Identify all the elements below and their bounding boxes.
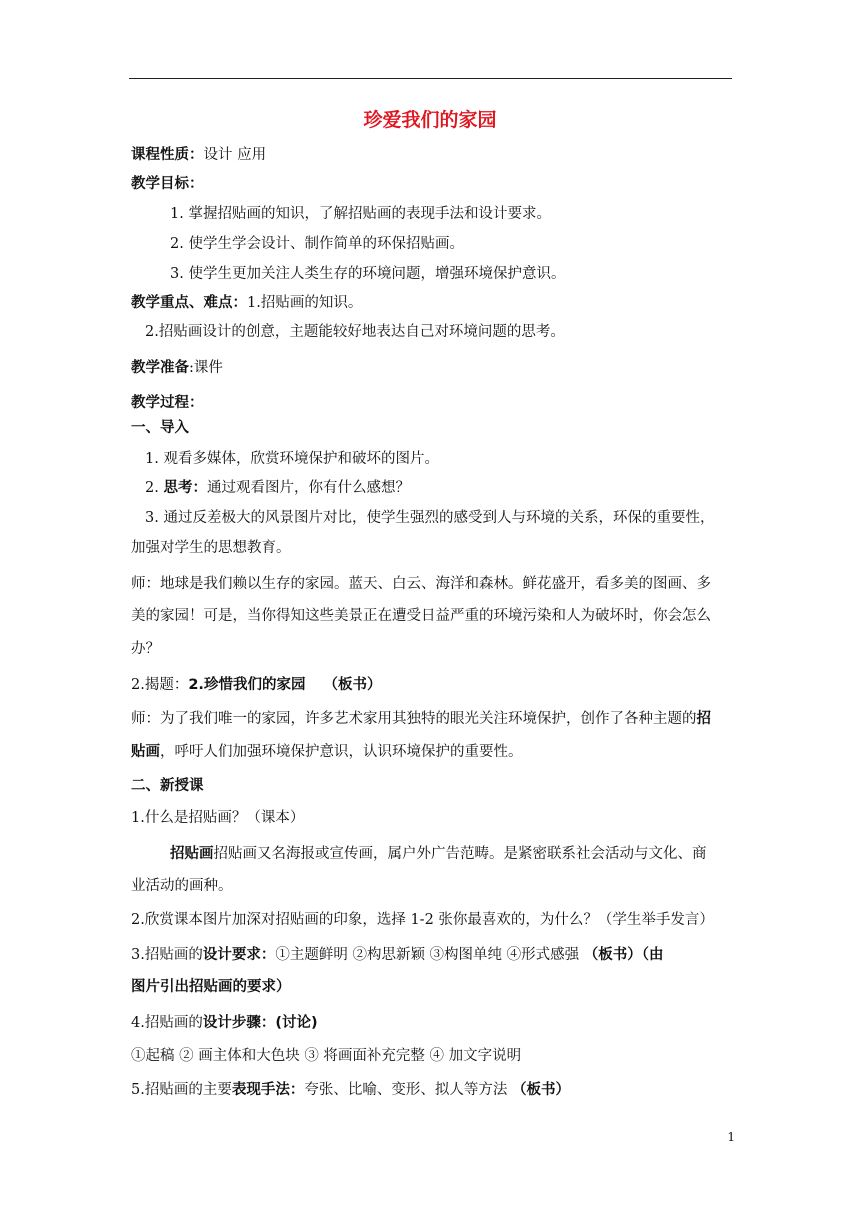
- goal-item-2: 2. 使学生学会设计、制作简单的环保招贴画。: [170, 236, 464, 252]
- key-points-label: 教学重点、难点：: [131, 295, 247, 311]
- page-title: 珍爱我们的家园: [363, 109, 497, 131]
- q5-label: 表现手法：: [231, 1082, 305, 1098]
- teacher-para-2a-text: 师：为了我们唯一的家园，许多艺术家用其独特的眼光关注环境保护，创作了各种主题的: [131, 711, 697, 727]
- teacher-para-2b-bold: 贴画: [131, 744, 160, 760]
- teacher-para-2b-text: ，呼吁人们加强环境保护意识，认识环境保护的重要性。: [160, 744, 523, 760]
- key-points-value: 1.招贴画的知识。: [247, 295, 363, 311]
- course-nature-value: 设计 应用: [203, 147, 267, 163]
- intro-item-2-text: 通过观看图片，你有什么感想？: [206, 480, 410, 496]
- teacher-para-2b: [131, 742, 523, 762]
- key-points: [131, 293, 362, 313]
- process-heading: 教学过程：: [131, 395, 204, 411]
- q4-prefix: 4.招贴画的: [131, 1015, 203, 1031]
- reveal-note: （板书）: [323, 677, 382, 693]
- newlesson-q4-items: ①起稿 ② 画主体和大色块 ③ 将画面补充完整 ④ 加文字说明: [131, 1048, 522, 1064]
- newlesson-definition: [170, 844, 707, 864]
- key-points-line2: 2.招贴画设计的创意，主题能较好地表达自己对环境问题的思考。: [145, 324, 565, 340]
- newlesson-q5: [131, 1080, 570, 1100]
- q4-note: (讨论): [275, 1015, 318, 1031]
- newlesson-heading: 二、新授课: [131, 778, 204, 794]
- preparation-label: 教学准备: [131, 360, 189, 376]
- q3-items: ①主题鲜明 ②构思新颖 ③构图单纯 ④形式感强: [275, 947, 584, 963]
- intro-item-1: 1. 观看多媒体，欣赏环境保护和破坏的图片。: [145, 451, 439, 467]
- teacher-para-2a: [131, 709, 711, 729]
- reveal-title: 2.珍惜我们的家园: [188, 677, 306, 693]
- goal-item-1: 1. 掌握招贴画的知识，了解招贴画的表现手法和设计要求。: [170, 206, 551, 222]
- reveal-topic: [131, 675, 381, 695]
- intro-item-2-num: 2.: [145, 480, 164, 496]
- course-nature: [131, 145, 266, 165]
- intro-item-2: [145, 478, 410, 498]
- goals-heading: 教学目标：: [131, 176, 204, 192]
- q5-prefix: 5.招贴画的主要: [131, 1082, 232, 1098]
- q4-label: 设计步骤：: [202, 1015, 276, 1031]
- preparation: [131, 358, 223, 378]
- newlesson-q2: 2.欣赏课本图片加深对招贴画的印象，选择 1-2 张你最喜欢的，为什么？（学生举手发言）: [131, 912, 714, 928]
- definition-term: 招贴画: [170, 846, 214, 862]
- teacher-para-1a: 师：地球是我们赖以生存的家园。蓝天、白云、海洋和森林。鲜花盛开，看多美的图画、多: [131, 576, 711, 592]
- definition-text: 招贴画又名海报或宣传画，属户外广告范畴。是紧密联系社会活动与文化、商: [213, 846, 707, 862]
- q5-text: 夸张、比喻、变形、拟人等方法: [304, 1082, 512, 1098]
- page-number: 1: [727, 1130, 735, 1144]
- newlesson-q4: [131, 1013, 318, 1033]
- goal-item-3: 3. 使学生更加关注人类生存的环境问题，增强环境保护意识。: [170, 266, 566, 282]
- newlesson-q1: 1.什么是招贴画？（课本）: [131, 810, 305, 826]
- intro-item-2-label: 思考：: [163, 480, 207, 496]
- newlesson-definition-2: 业活动的画种。: [131, 878, 233, 894]
- teacher-para-2a-bold: 招: [696, 711, 711, 727]
- newlesson-q3: [131, 945, 664, 965]
- q3-label: 设计要求：: [202, 947, 276, 963]
- header-rule: [129, 78, 732, 79]
- intro-heading: 一、导入: [131, 420, 189, 436]
- intro-item-3b: 加强对学生的思想教育。: [131, 540, 291, 556]
- preparation-value: :课件: [189, 360, 223, 376]
- course-nature-label: 课程性质：: [131, 147, 204, 163]
- q5-note: （板书）: [511, 1082, 570, 1098]
- intro-item-3a: 3. 通过反差极大的风景图片对比，使学生强烈的感受到人与环境的关系，环保的重要性，: [145, 510, 715, 526]
- q3-prefix: 3.招贴画的: [131, 947, 203, 963]
- teacher-para-1c: 办？: [131, 641, 160, 657]
- reveal-label: 2.揭题：: [131, 677, 189, 693]
- newlesson-q3-line2: 图片引出招贴画的要求）: [131, 979, 291, 995]
- teacher-para-1b: 美的家园！可是，当你得知这些美景正在遭受日益严重的环境污染和人为破坏时，你会怎么: [131, 608, 711, 624]
- q3-note: （板书）（由: [583, 947, 664, 963]
